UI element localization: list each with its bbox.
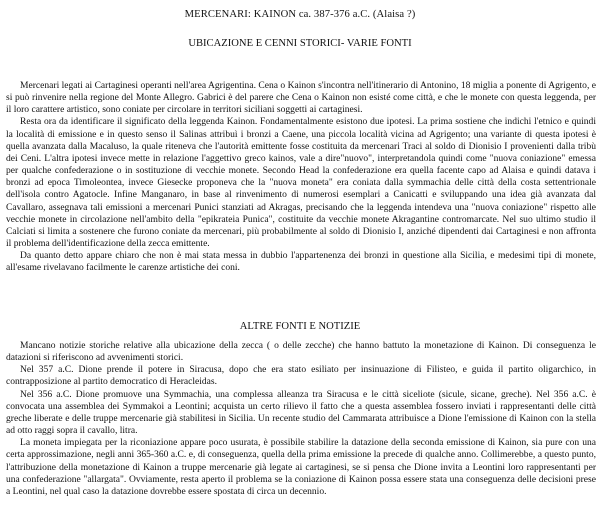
paragraph: Mancano notizie storiche relative alla ubicazione della zecca ( o delle zecche) che hanno battuto la monetazione di Kainon. Di conseguenza le datazioni si riferiscono ad avvenimenti storici. xyxy=(6,340,596,364)
paragraph: Da quanto detto appare chiaro che non è mai stata messa in dubbio l'appartenenza dei bronzi in questione alla Sicilia, e medesimi tipi di monete, all'esame rivelavano facilmente le carenze artistiche dei coni. xyxy=(6,250,596,274)
section-heading: ALTRE FONTI E NOTIZIE xyxy=(239,321,361,332)
paragraph: Nel 356 a.C. Dione promuove una Symmachia, una complessa alleanza tra Siracusa e le città siceliote (sicule, sicane, greche). Nel 356 a.C. è convocata una assemblea dei Symmakoi a Leontini; acquista un certo rilievo il fatto che a questa assemblea fossero inviati i rappresentanti delle città greche liberate e delle truppe mercenarie già stabilitesi in Sicilia. Un recente studio del Cammarata attribuisce a Dione l'emissione di Kainon con la stella ad otto raggi sopra il cavallo, litra. xyxy=(6,388,596,437)
paragraph: Resta ora da identificare il significato della leggenda Kainon. Fondamentalmente esistono due ipotesi. La prima sostiene che indichi l'etnico e quindi la località di emissione e in questo senso il Salinas attribuì i bronzi a Caene, una piccola località vicina ad Agrigento; una variante di questa ipotesi è quella avanzata dalla Macaluso, la quale riteneva che l'autorità emittente fosse costituita da mercenari Traci al soldo di Dionisio I provenienti dalla tribù dei Ceni. L'altra ipotesi invece mette in relazione l'aggettivo greco kainos, vale a dire"nuovo", interpretandola quindi come "nuova coniazione" emessa per qualche confederazione o in sostituzione di vecchie monete. Secondo Head la confederazione era quella facente capo ad Alaisa e quindi datava i bronzi ad epoca Timoleontea, invece Giesecke proponeva che la "nuova moneta" era coniata dalla symmachia delle città della costa settentrionale dell'isola contro Agatocle. Infine Manganaro, in base al rinvenimento di numerosi esemplari a Canicatti e sviluppando una idea già avanzata dal Cavallaro, assegnava tali emissioni a mercenari Punici stanziati ad Akragas, precisando che la leggenda intendeva una "nuova coniazione" rispetto alle vecchie monete in circolazione nell'ambito della "epikrateia Punica", costituite da vecchie monete Akragantine contromarcate. Nel suo ultimo studio il Calciati si limita a sostenere che furono coniate da mercenari, più probabilmente al soldo di Dionisio I, anziché dipendenti dai Cartaginesi e non affronta il problema dell'identificazione della zecca emittente. xyxy=(6,116,596,250)
page-title: MERCENARI: KAINON ca. 387-376 a.C. (Alaisa ?) xyxy=(184,9,416,20)
paragraph: La moneta impiegata per la riconiazione appare poco usurata, è possibile stabilire la datazione della seconda emissione di Kainon, sia pure con una certa approssimazione, negli anni 365-360 a.C. e, di conseguenza, quella della prima emissione la precede di qualche anno. Collimerebbe, a questo punto, l'attribuzione della monetazione di Kainon a truppe mercenarie già legate ai cartaginesi, se si pensa che Dione invita a Leontini loro rappresentanti per una confederazione "allargata". Ovviamente, resta aperto il problema se la coniazione di Kainon possa essere stata una conseguenza delle decisioni prese a Leontini, nel qual caso la datazione dovrebbe essere spostata di circa un decennio. xyxy=(6,437,596,497)
paragraph: Mercenari legati ai Cartaginesi operanti nell'area Agrigentina. Cena o Kainon s'incontra nell'itinerario di Antonino, 18 miglia a ponente di Agrigento, e si può rinvenire nella regione del Monte Allegro. Gabrici è del parere che Cena o Kainon non esisté come città, e che le monete con questa leggenda, per il loro carattere artistico, sono coniate per circolare in territori siciliani soggetti ai cartaginesi. xyxy=(6,80,596,116)
paragraph: Nel 357 a.C. Dione prende il potere in Siracusa, dopo che era stato esiliato per insinuazione di Filisteo, e guida il partito oligarchico, in contrapposizione al partito democratico di Heracleidas. xyxy=(6,364,596,388)
historical-notes-section xyxy=(6,80,596,275)
page-subtitle: UBICAZIONE E CENNI STORICI- VARIE FONTI xyxy=(188,38,412,49)
other-sources-section xyxy=(6,340,596,498)
